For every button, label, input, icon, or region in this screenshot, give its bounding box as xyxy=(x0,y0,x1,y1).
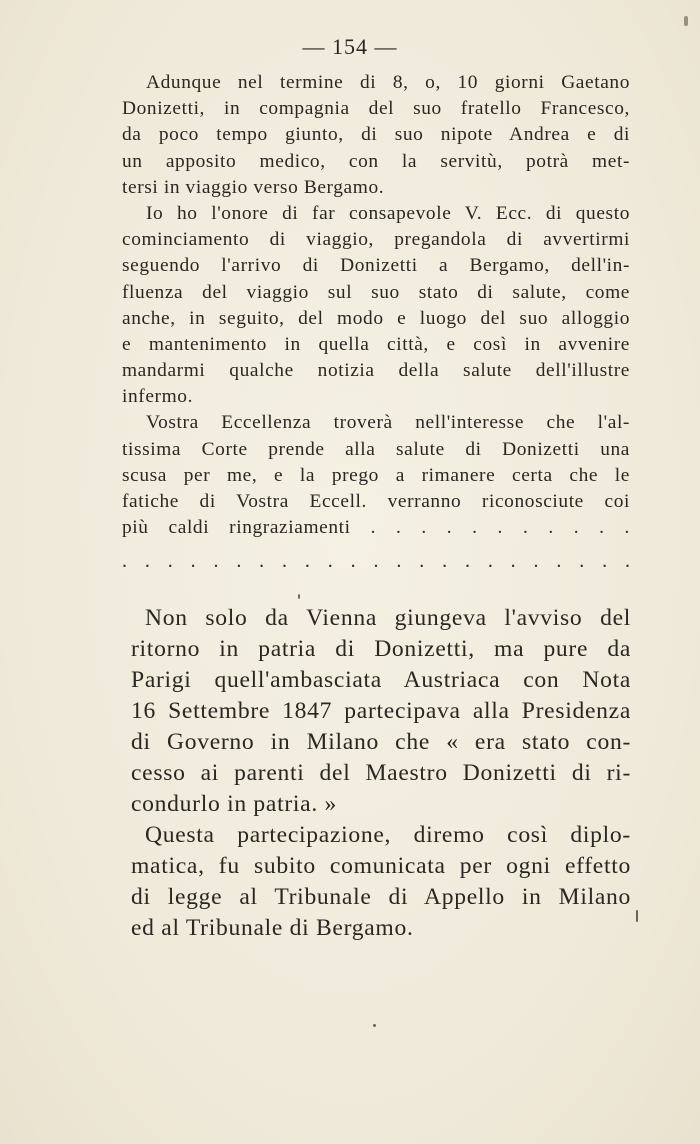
body-line: matica, fu subito comunicata per ogni effetto xyxy=(131,853,631,879)
body-line: condurlo in patria. » xyxy=(131,791,338,817)
main-paragraphs xyxy=(131,603,631,944)
letter-line: seguendo l'arrivo di Donizetti a Bergamo, dell'in- xyxy=(122,255,630,277)
letter-line: fluenza del viaggio sul suo stato di salute, come xyxy=(122,281,630,303)
paper-speck xyxy=(636,910,638,922)
letter-line: tissima Corte prende alla salute di Donizetti una xyxy=(122,438,630,460)
letter-line: un apposito medico, con la servitù, potrà met- xyxy=(122,150,630,172)
letter-line: da poco tempo giunto, di suo nipote Andrea e di xyxy=(122,124,630,146)
letter-line: Donizetti, in compagnia del suo fratello Francesco, xyxy=(122,98,630,120)
body-line: ed al Tribunale di Bergamo. xyxy=(131,915,414,941)
letter-line: infermo. xyxy=(122,386,194,408)
letter-line: cominciamento di viaggio, pregandola di avvertirmi xyxy=(122,229,630,251)
body-line: Parigi quell'ambasciata Austriaca con Nota xyxy=(131,667,631,693)
body-line: di Governo in Milano che « era stato con- xyxy=(131,729,631,755)
body-line: ritorno in patria di Donizetti, ma pure da xyxy=(131,636,631,662)
page-number: — 154 — xyxy=(302,34,398,59)
letter-line: tersi in viaggio verso Bergamo. xyxy=(122,176,385,198)
paper-speck xyxy=(298,594,300,599)
letter-line: Adunque nel termine di 8, o, 10 giorni Gaetano xyxy=(146,72,630,93)
letter-line: fatiche di Vostra Eccell. verranno riconosciute coi xyxy=(122,491,630,512)
letter-line: Io ho l'onore di far consapevole V. Ecc. di questo xyxy=(146,202,630,224)
paper-speck xyxy=(373,1024,376,1027)
paper-speck xyxy=(684,16,688,26)
body-line: di legge al Tribunale di Appello in Milano xyxy=(131,884,631,910)
quoted-letter xyxy=(122,70,630,541)
letter-line: e mantenimento in quella città, e così in avvenire xyxy=(122,333,630,355)
letter-line: Vostra Eccellenza troverà nell'interesse che l'al- xyxy=(146,412,630,434)
ellipsis-row: . . . . . . . . . . . . . . . . . . . . . . . xyxy=(122,550,630,572)
letter-line: mandarmi qualche notizia della salute dell'illustre xyxy=(122,360,630,382)
letter-line: scusa per me, e la prego a rimanere certa che le xyxy=(122,464,630,486)
body-line: Questa partecipazione, diremo così diplo- xyxy=(145,822,631,848)
letter-line: più caldi ringraziamenti . . . . . . . . . . . xyxy=(122,517,630,539)
body-line: 16 Settembre 1847 partecipava alla Presidenza xyxy=(131,698,631,724)
body-line: cesso ai parenti del Maestro Donizetti di ri- xyxy=(131,760,631,786)
body-line: Non solo da Vienna giungeva l'avviso del xyxy=(145,605,631,631)
letter-line: anche, in seguito, del modo e luogo del suo alloggio xyxy=(122,307,630,329)
